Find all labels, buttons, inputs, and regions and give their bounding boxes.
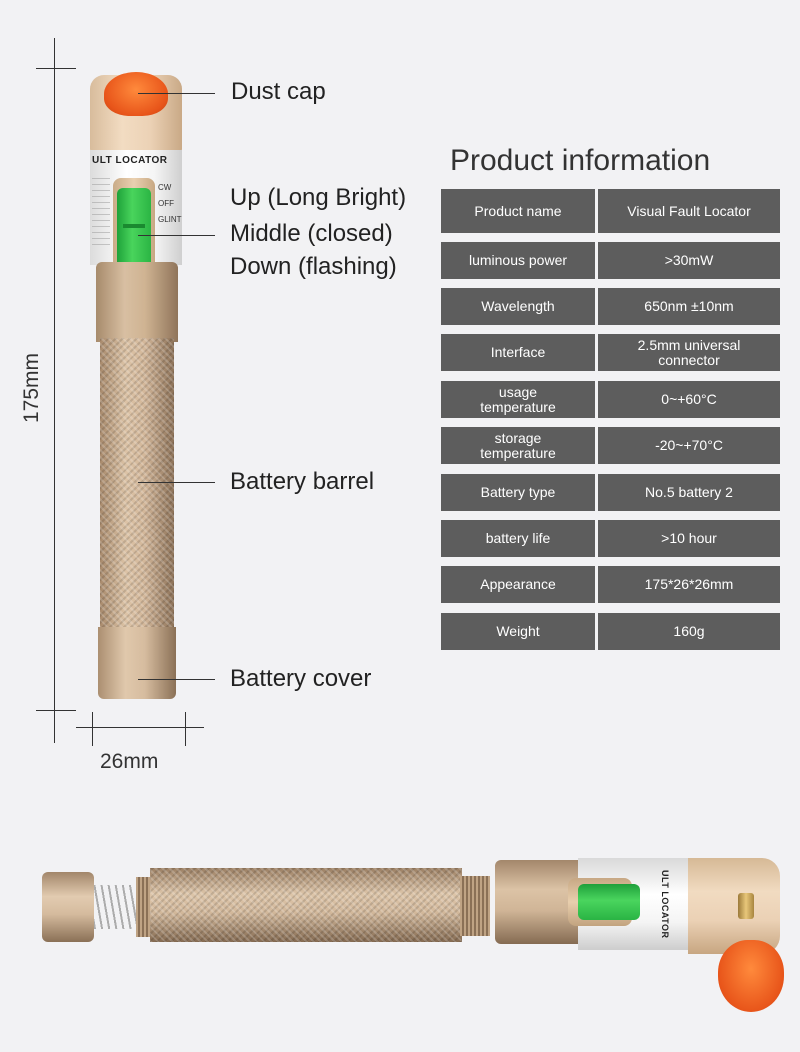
row-label-battery-life: battery life (441, 520, 595, 557)
disassembled-mode-switch (578, 884, 640, 920)
callout-battery-cover: Battery cover (230, 665, 372, 692)
row-label-storage-temperature: storage temperature (441, 427, 595, 464)
callout-middle: Middle (closed) (230, 220, 393, 247)
dust-cap-dome (104, 72, 168, 116)
battery-cover (98, 627, 176, 699)
row-label-weight: Weight (441, 613, 595, 650)
row-label-interface: Interface (441, 334, 595, 371)
callout-dust-cap: Dust cap (231, 78, 326, 105)
row-label-appearance: Appearance (441, 566, 595, 603)
row-value-luminous-power: >30mW (598, 242, 780, 279)
row-value-battery-type: No.5 battery 2 (598, 474, 780, 511)
width-dim-tick-right (185, 712, 186, 746)
callout-line-dust-cap (138, 93, 215, 94)
disassembled-battery-cover (42, 872, 94, 942)
row-value-product-name: Visual Fault Locator (598, 189, 780, 233)
switch-marks (158, 180, 180, 240)
row-label-battery-type: Battery type (441, 474, 595, 511)
switch-mark-off: OFF (158, 199, 174, 208)
callout-line-switch (138, 235, 215, 236)
switch-mark-cw: CW (158, 183, 172, 192)
row-label-product-name: Product name (441, 189, 595, 233)
height-dim-tick-bottom (36, 710, 76, 711)
row-value-appearance: 175*26*26mm (598, 566, 780, 603)
callout-down: Down (flashing) (230, 253, 397, 280)
callout-line-battery-cover (138, 679, 215, 680)
battery-barrel (100, 338, 174, 628)
callout-line-battery-barrel (138, 482, 215, 483)
disassembled-label-text: ULT LOCATOR (660, 869, 670, 939)
height-dim-label: 175mm (20, 352, 43, 424)
row-value-weight: 160g (598, 613, 780, 650)
row-value-usage-temperature: 0~+60°C (598, 381, 780, 418)
row-label-usage-temperature: usage temperature (441, 381, 595, 418)
row-label-luminous-power: luminous power (441, 242, 595, 279)
callout-up: Up (Long Bright) (230, 184, 407, 211)
battery-spring (94, 885, 140, 929)
pen-label-text: ULT LOCATOR (92, 155, 168, 166)
mode-switch (117, 188, 151, 270)
pen-label-fineprint (92, 178, 110, 248)
height-dim-tick-top (36, 68, 76, 69)
row-value-storage-temperature: -20~+70°C (598, 427, 780, 464)
barrel-thread-right (460, 876, 490, 936)
height-dim-line (54, 38, 55, 743)
callout-battery-barrel: Battery barrel (230, 468, 375, 495)
row-label-wavelength: Wavelength (441, 288, 595, 325)
row-value-wavelength: 650nm ±10nm (598, 288, 780, 325)
connector-ferrule (738, 893, 754, 919)
product-info-title: Product information (450, 144, 711, 177)
pen-collar (96, 262, 178, 342)
row-value-battery-life: >10 hour (598, 520, 780, 557)
disassembled-dust-cap (718, 940, 784, 1012)
row-value-interface: 2.5mm universal connector (598, 334, 780, 371)
disassembled-head (688, 858, 780, 954)
disassembled-battery-barrel (150, 868, 462, 942)
width-dim-label: 26mm (100, 750, 159, 773)
width-dim-tick-left (92, 712, 93, 746)
switch-mark-glint: GLINT (158, 215, 182, 224)
disassembled-collar (495, 860, 579, 944)
